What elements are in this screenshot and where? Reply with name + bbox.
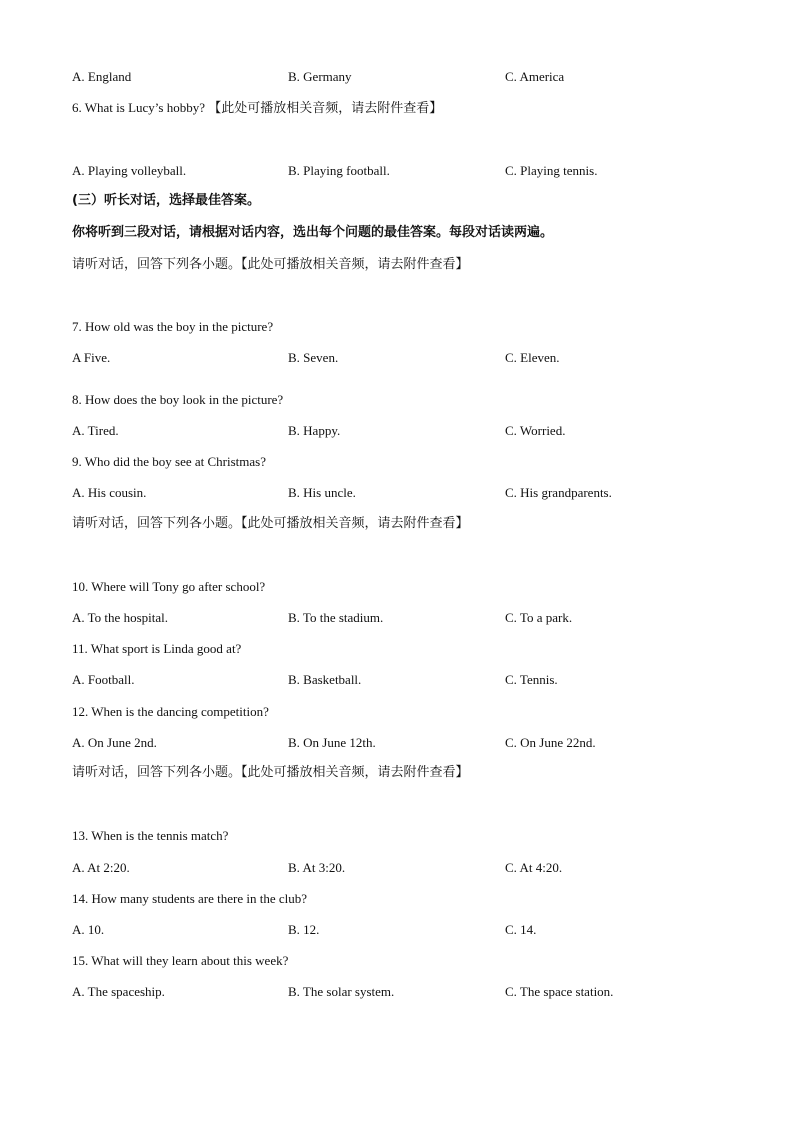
option-a: A. 10. bbox=[72, 922, 105, 937]
option-b: B. Happy. bbox=[288, 423, 341, 438]
options-row-q9 bbox=[72, 485, 732, 501]
option-a: A. Tired. bbox=[72, 423, 119, 438]
instruction-dialogue-3: 请听对话，回答下列各小题。【此处可播放相关音频，请去附件查看】 bbox=[72, 765, 469, 780]
options-row-q11 bbox=[72, 672, 732, 688]
option-b: B. Seven. bbox=[288, 350, 339, 365]
option-c: C. Playing tennis. bbox=[505, 163, 598, 178]
question-10: 10. Where will Tony go after school? bbox=[72, 579, 266, 594]
question-11: 11. What sport is Linda good at? bbox=[72, 641, 242, 656]
options-row-q6 bbox=[72, 163, 732, 179]
option-a: A. At 2:20. bbox=[72, 860, 130, 875]
option-b: B. Basketball. bbox=[288, 672, 362, 687]
option-c: C. Tennis. bbox=[505, 672, 558, 687]
option-b: B. To the stadium. bbox=[288, 610, 384, 625]
question-8: 8. How does the boy look in the picture? bbox=[72, 392, 284, 407]
question-15: 15. What will they learn about this week? bbox=[72, 953, 289, 968]
options-row-q8 bbox=[72, 423, 732, 439]
option-a: A. His cousin. bbox=[72, 485, 147, 500]
options-row-q15 bbox=[72, 984, 732, 1000]
options-row-q12 bbox=[72, 735, 732, 751]
section-directions: 你将听到三段对话，请根据对话内容，选出每个问题的最佳答案。每段对话读两遍。 bbox=[72, 225, 554, 240]
option-a: A. On June 2nd. bbox=[72, 735, 157, 750]
option-a: A. Football. bbox=[72, 672, 135, 687]
option-a: A. Playing volleyball. bbox=[72, 163, 187, 178]
option-b: B. On June 12th. bbox=[288, 735, 376, 750]
option-c: C. His grandparents. bbox=[505, 485, 612, 500]
option-c: C. To a park. bbox=[505, 610, 573, 625]
option-c: C. 14. bbox=[505, 922, 537, 937]
option-b: B. The solar system. bbox=[288, 984, 395, 999]
question-13: 13. When is the tennis match? bbox=[72, 828, 229, 843]
question-12: 12. When is the dancing competition? bbox=[72, 704, 269, 719]
section-heading: (三）听长对话，选择最佳答案。 bbox=[72, 193, 260, 208]
option-c: C. Eleven. bbox=[505, 350, 560, 365]
question-6: 6. What is Lucy’s hobby? 【此处可播放相关音频，请去附件查看】 bbox=[72, 100, 443, 115]
option-c: C. At 4:20. bbox=[505, 860, 563, 875]
instruction-dialogue-1: 请听对话，回答下列各小题。【此处可播放相关音频，请去附件查看】 bbox=[72, 257, 469, 272]
option-a: A. To the hospital. bbox=[72, 610, 168, 625]
options-row-q10 bbox=[72, 610, 732, 626]
option-c: C. Worried. bbox=[505, 423, 566, 438]
instruction-dialogue-2: 请听对话，回答下列各小题。【此处可播放相关音频，请去附件查看】 bbox=[72, 516, 469, 531]
options-row-q13 bbox=[72, 860, 732, 876]
option-a: A. England bbox=[72, 69, 132, 84]
option-a: A Five. bbox=[72, 350, 111, 365]
option-b: B. His uncle. bbox=[288, 485, 356, 500]
option-b: B. Germany bbox=[288, 69, 352, 84]
question-14: 14. How many students are there in the club? bbox=[72, 891, 308, 906]
options-row-q5 bbox=[72, 69, 732, 85]
option-c: C. The space station. bbox=[505, 984, 614, 999]
option-c: C. America bbox=[505, 69, 565, 84]
option-b: B. 12. bbox=[288, 922, 320, 937]
options-row-q7 bbox=[72, 350, 732, 366]
option-a: A. The spaceship. bbox=[72, 984, 165, 999]
option-b: B. At 3:20. bbox=[288, 860, 346, 875]
question-9: 9. Who did the boy see at Christmas? bbox=[72, 454, 267, 469]
option-b: B. Playing football. bbox=[288, 163, 390, 178]
option-c: C. On June 22nd. bbox=[505, 735, 596, 750]
question-7: 7. How old was the boy in the picture? bbox=[72, 319, 274, 334]
options-row-q14 bbox=[72, 922, 732, 938]
